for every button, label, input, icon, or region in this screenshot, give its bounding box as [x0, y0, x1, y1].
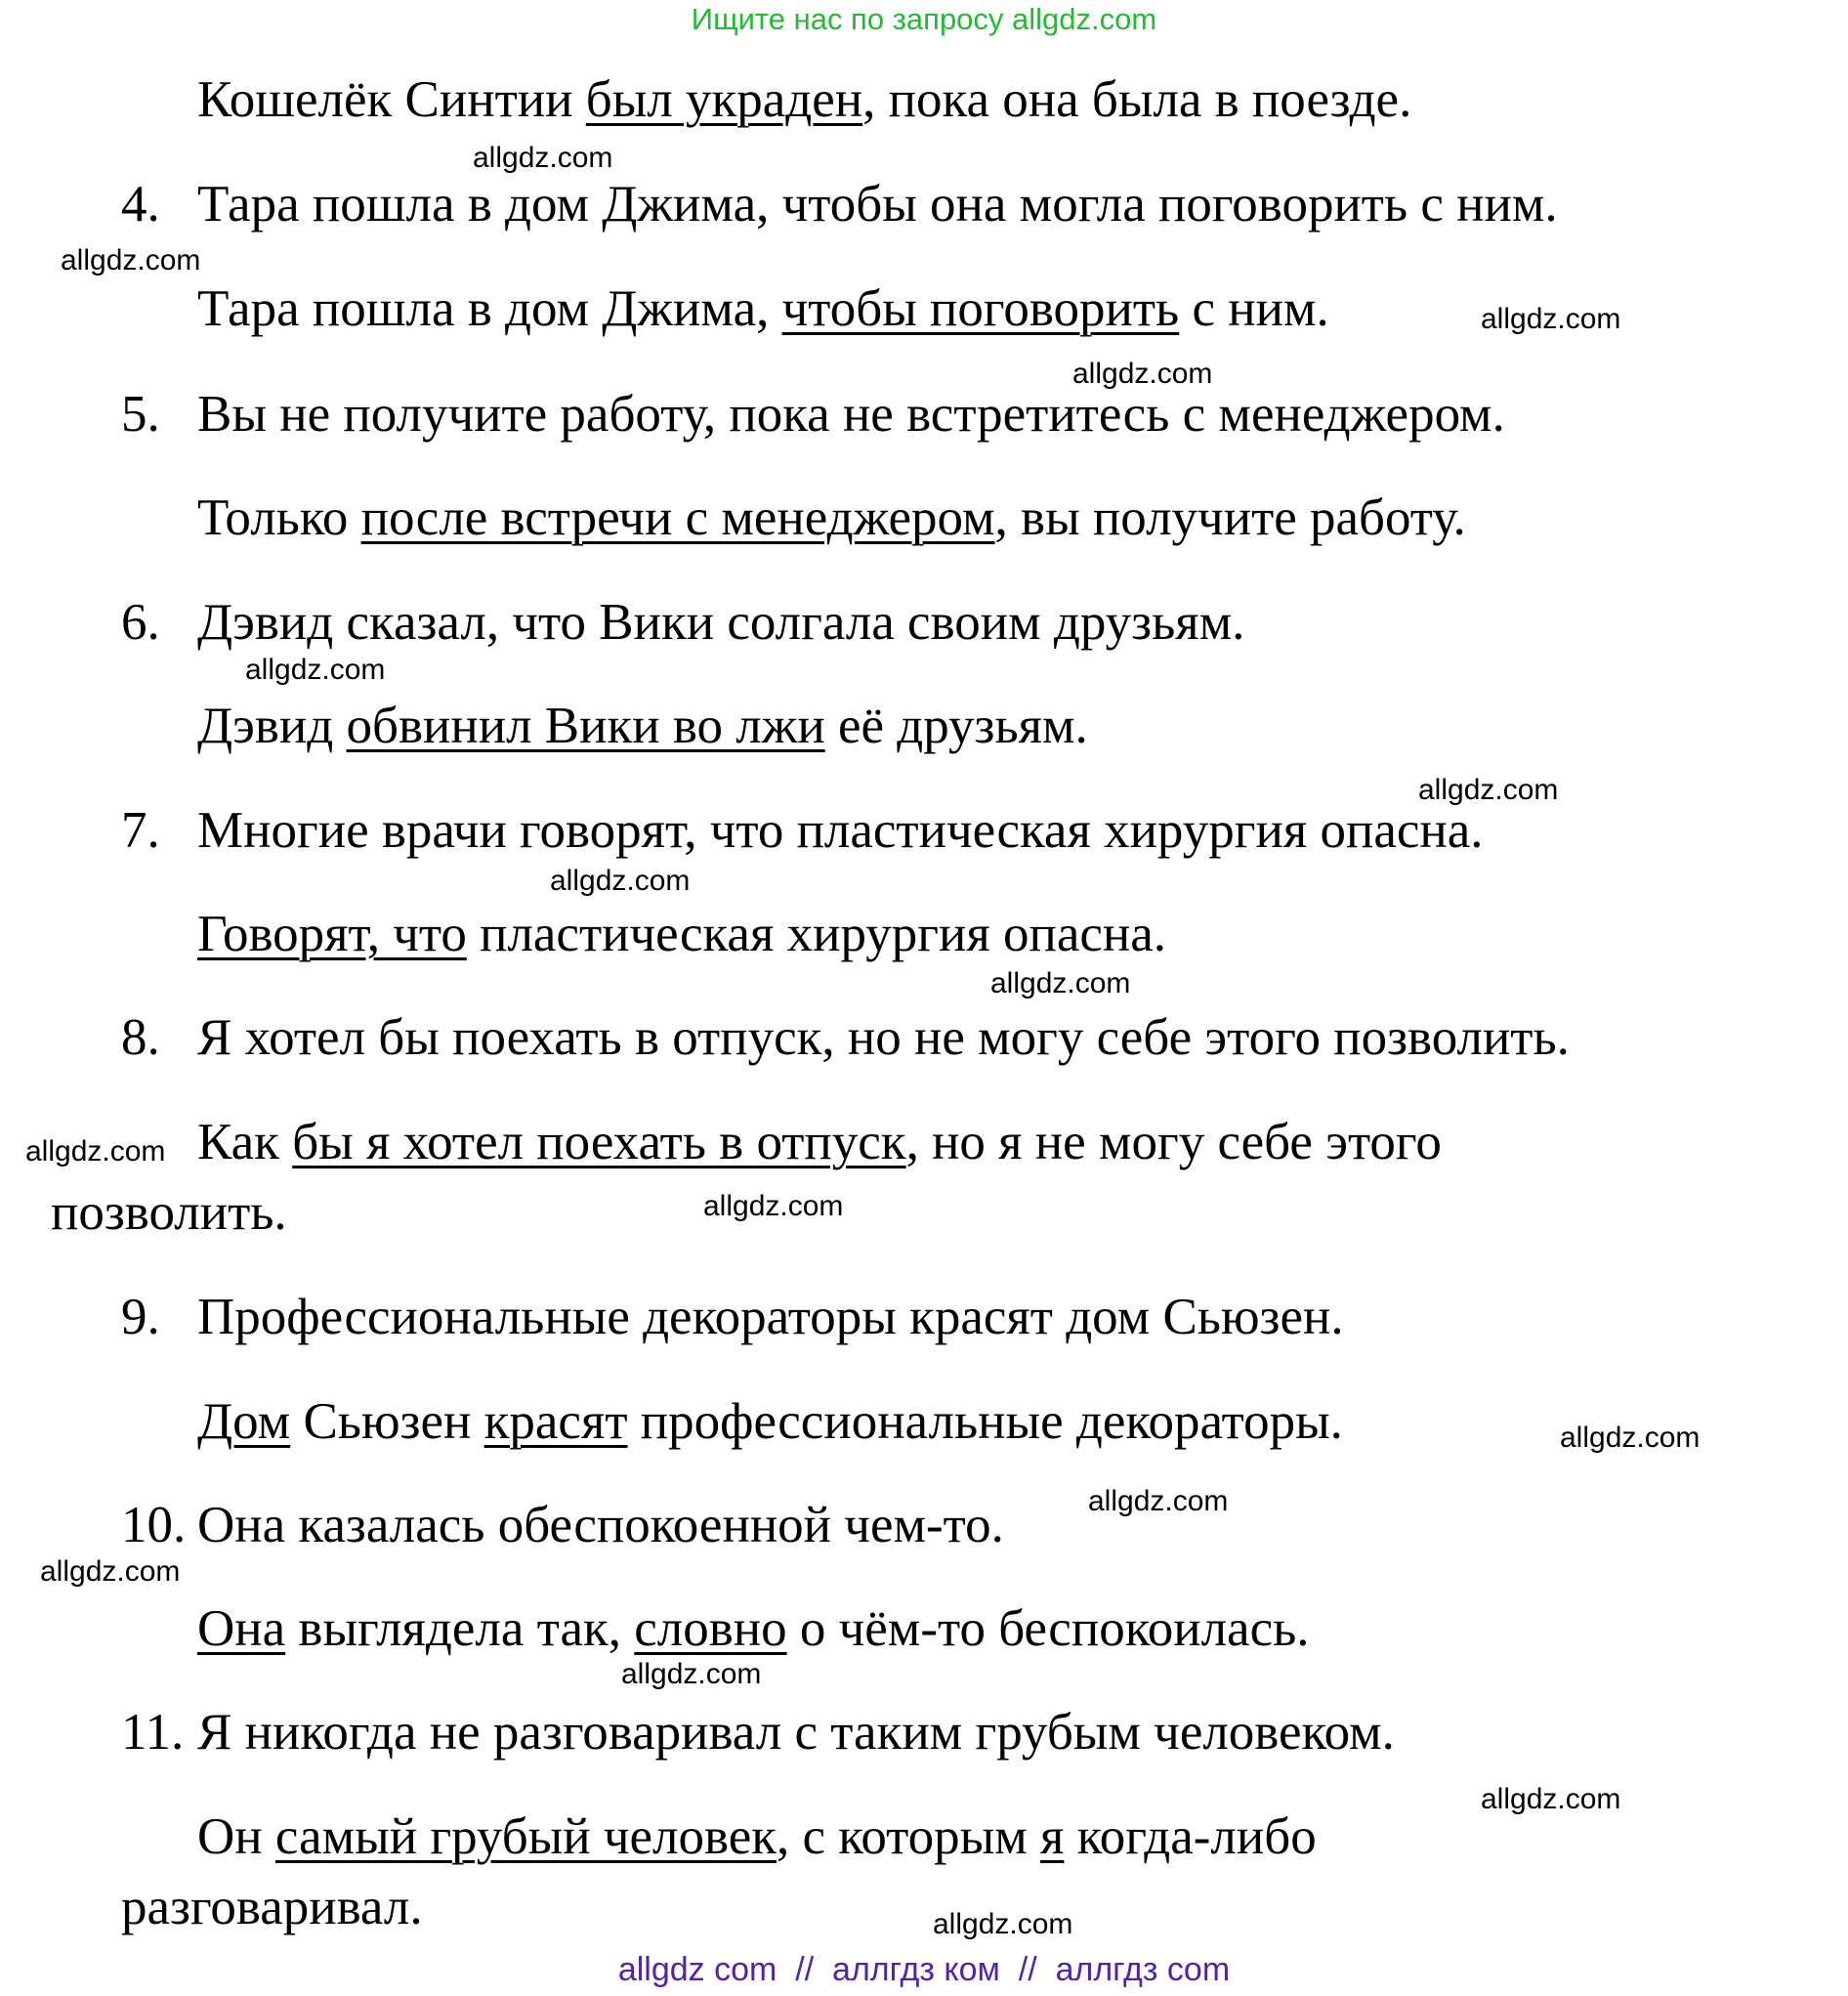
item-4-number: 4.: [121, 176, 160, 233]
watermark: allgdz.com: [1560, 1422, 1701, 1454]
answer-6: [197, 697, 1088, 755]
item-4-sentence: Тара пошла в дом Джима, чтобы она могла поговорить с ним.: [197, 176, 1558, 233]
answer-6-text-end: её друзьям.: [824, 698, 1088, 754]
watermark: allgdz.com: [1072, 358, 1213, 390]
answer-11: [197, 1807, 1317, 1866]
answer-7-text-end: пластическая хирургия опасна.: [466, 906, 1167, 962]
item-9-sentence: Профессиональные декораторы красят дом Сьюзен.: [197, 1289, 1344, 1345]
watermark: allgdz.com: [25, 1135, 166, 1168]
answer-5-underline: после встречи с менеджером: [360, 489, 995, 546]
answer-10-text-end: о чём-то беспокоилась.: [786, 1600, 1310, 1657]
watermark: allgdz.com: [1418, 774, 1559, 806]
answer-5-text-end: , вы получите работу.: [994, 489, 1466, 546]
answer-8-continuation: позволить.: [51, 1184, 287, 1241]
watermark: allgdz.com: [703, 1190, 844, 1222]
answer-4-underline: чтобы поговорить: [781, 280, 1180, 337]
header-banner[interactable]: Ищите нас по запросу allgdz.com: [691, 2, 1157, 36]
answer-10-text: выглядела так,: [285, 1600, 635, 1657]
item-7-sentence: Многие врачи говорят, что пластическая хирургия опасна.: [197, 802, 1484, 859]
item-6-number: 6.: [121, 594, 160, 651]
answer-10-underline-2: словно: [634, 1600, 787, 1657]
watermark: allgdz.com: [550, 865, 691, 897]
watermark: allgdz.com: [1481, 1783, 1621, 1815]
item-8-number: 8.: [121, 1009, 160, 1066]
item-6-sentence: Дэвид сказал, что Вики солгала своим друзьям.: [197, 594, 1245, 651]
answer-9-text: Сьюзен: [290, 1393, 484, 1450]
watermark: allgdz.com: [61, 244, 201, 276]
answer-11-text: Он: [197, 1808, 275, 1865]
watermark: allgdz.com: [40, 1555, 181, 1588]
answer-11-text-end: когда-либо: [1064, 1808, 1317, 1865]
answer-4-text: Тара пошла в дом Джима,: [197, 280, 782, 337]
answer-9: [197, 1392, 1343, 1451]
answer-3-text-end: , пока она была в поезде.: [862, 71, 1412, 128]
watermark: allgdz.com: [1481, 303, 1621, 335]
answer-5-text: Только: [197, 489, 361, 546]
item-10-sentence: Она казалась обеспокоенной чем-то.: [197, 1497, 1004, 1553]
answer-3: [197, 70, 1411, 129]
answer-3-underline: был украден: [585, 71, 863, 128]
item-5-number: 5.: [121, 386, 160, 443]
answer-9-text-end: профессиональные декораторы.: [627, 1393, 1343, 1450]
answer-11-underline-1: самый грубый человек: [274, 1808, 777, 1865]
footer-links[interactable]: allgdz com // аллгдз ком // аллгдз com: [617, 1951, 1231, 1988]
answer-8-underline: бы я хотел поехать в отпуск: [292, 1114, 906, 1170]
item-9-number: 9.: [121, 1289, 160, 1345]
watermark: allgdz.com: [933, 1908, 1073, 1940]
item-5-sentence: Вы не получите работу, пока не встретитесь с менеджером.: [197, 386, 1505, 443]
watermark: allgdz.com: [473, 142, 613, 174]
item-11-sentence: Я никогда не разговаривал с таким грубым человеком.: [197, 1704, 1395, 1761]
watermark: allgdz.com: [245, 654, 386, 686]
watermark: allgdz.com: [990, 967, 1131, 999]
answer-4-text-end: с ним.: [1179, 280, 1329, 337]
answer-5: [197, 488, 1466, 547]
answer-11-text-mid: , с которым: [777, 1808, 1040, 1865]
watermark: allgdz.com: [1088, 1485, 1229, 1517]
answer-7: [197, 905, 1166, 963]
answer-7-underline: Говорят, что: [197, 906, 467, 962]
answer-9-underline-2: красят: [483, 1393, 628, 1450]
answer-3-text: Кошелёк Синтии: [197, 71, 586, 128]
answer-10: [197, 1599, 1310, 1658]
answer-11-underline-2: я: [1040, 1808, 1065, 1865]
answer-8-text: Как: [197, 1114, 293, 1170]
item-8-sentence: Я хотел бы поехать в отпуск, но не могу себе этого позволить.: [197, 1009, 1570, 1066]
answer-6-underline: обвинил Вики во лжи: [346, 698, 825, 754]
item-7-number: 7.: [121, 802, 160, 859]
answer-8: [197, 1113, 1442, 1171]
answer-8-text-end: , но я не могу себе этого: [905, 1114, 1442, 1170]
item-10-number: 10.: [121, 1497, 187, 1553]
answer-4: [197, 279, 1329, 338]
answer-6-text: Дэвид: [197, 698, 347, 754]
answer-9-underline-1: Дом: [197, 1393, 291, 1450]
answer-10-underline-1: Она: [197, 1600, 286, 1657]
item-11-number: 11.: [121, 1704, 185, 1761]
watermark: allgdz.com: [621, 1658, 762, 1690]
answer-11-continuation: разговаривал.: [121, 1879, 423, 1935]
